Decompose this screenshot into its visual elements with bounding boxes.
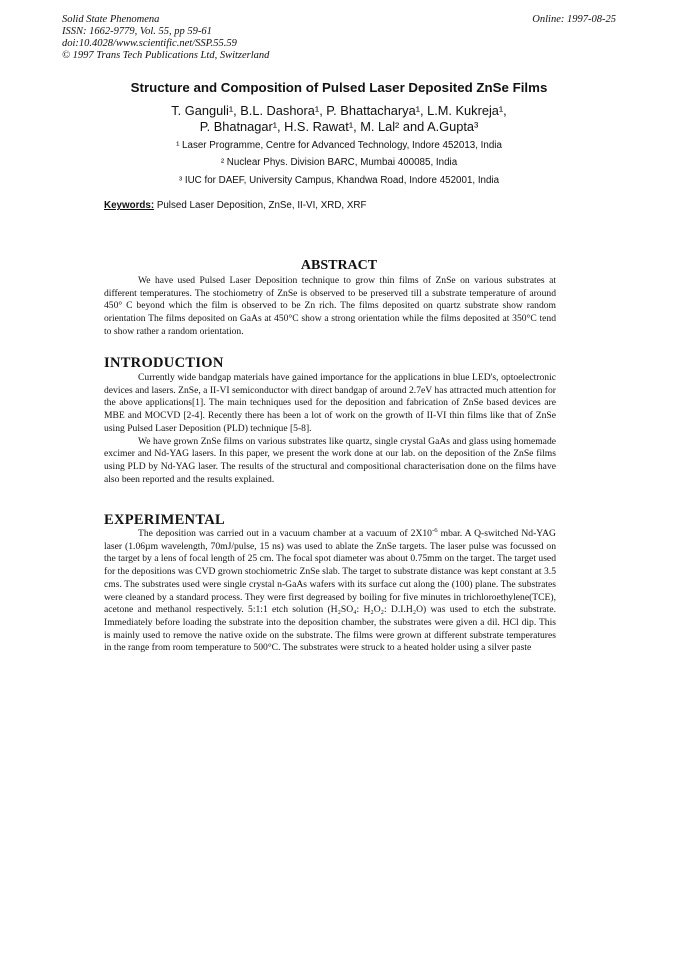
- experimental-heading: EXPERIMENTAL: [104, 512, 225, 528]
- keywords-text: Pulsed Laser Deposition, ZnSe, II-VI, XRD, XRF: [156, 200, 367, 211]
- online-date: Online: 1997-08-25: [532, 14, 616, 25]
- copyright-line: © 1997 Trans Tech Publications Ltd, Switzerland: [62, 50, 270, 61]
- introduction-body: [104, 372, 556, 486]
- author-line-2: P. Bhatnagar¹, H.S. Rawat¹, M. Lal² and A.Gupta³: [199, 119, 479, 134]
- introduction-paragraph-2: We have grown ZnSe films on various substrates like quartz, single crystal GaAs and glass using homemade excimer and Nd-YAG lasers. In this paper, we present the work done at our lab. on the deposition of the ZnSe films using PLD by Nd-YAG laser. The results of the structural and compositional characterisation done on the films have also been reported and the results explained.: [104, 435, 556, 485]
- issn-line: ISSN: 1662-9779, Vol. 55, pp 59-61: [62, 26, 212, 37]
- affiliation-1: ¹ Laser Programme, Centre for Advanced Technology, Indore 452013, India: [176, 140, 502, 151]
- abstract-heading: ABSTRACT: [300, 258, 378, 273]
- introduction-heading: INTRODUCTION: [104, 355, 224, 371]
- experimental-text-a: The deposition was carried out in a vacuum chamber at a vacuum of 2X10: [138, 528, 432, 539]
- paper-title: Structure and Composition of Pulsed Laser Deposited ZnSe Films: [130, 80, 548, 95]
- abstract-paragraph: We have used Pulsed Laser Deposition technique to grow thin films of ZnSe on various substrates at different temperatures. The stochiometry of ZnSe is observed to be preserved till a substrate temperature of around 450° C beyond which the film is observed to be Zn rich. The films deposited on quartz substrate show random orientation The films deposited on GaAs at 450°C show a strong orientation while the films deposited at 350°C tend to show rather a random orientation.: [104, 275, 556, 337]
- introduction-paragraph-1: Currently wide bandgap materials have gained importance for the applications in blue LED's, optoelectronic devices and lasers. ZnSe, a II-VI semiconductor with direct bandgap of around 2.7eV has attracted much attention for the above applications[1]. The main techniques used for the deposition and fabrication of ZnSe based devices are MBE and MOCVD [2-4]. Recently there has been a lot of work on the growth of II-VI thin films like that of ZnSe using Pulsed Laser Deposition (PLD) technique [5-8].: [104, 372, 556, 434]
- experimental-body: [104, 528, 556, 655]
- abstract-body: [104, 275, 556, 339]
- doi-link[interactable]: doi:10.4028/www.scientific.net/SSP.55.59: [62, 38, 237, 49]
- experimental-paragraph: [104, 528, 556, 655]
- keywords-line: [104, 200, 366, 211]
- author-line-1: T. Ganguli¹, B.L. Dashora¹, P. Bhattacharya¹, L.M. Kukreja¹,: [171, 103, 507, 118]
- journal-header: [62, 14, 269, 62]
- affiliation-3: ³ IUC for DAEF, University Campus, Khandwa Road, Indore 452001, India: [178, 175, 500, 186]
- pressure-exponent: -6: [431, 526, 438, 534]
- affiliation-2: ² Nuclear Phys. Division BARC, Mumbai 400085, India: [220, 157, 458, 168]
- keywords-label: Keywords:: [104, 200, 155, 211]
- journal-name: Solid State Phenomena: [62, 14, 160, 25]
- author-list: [0, 103, 678, 135]
- experimental-text-b: mbar. A Q-switched Nd-YAG laser (1.06µm wavelength, 70mJ/pulse, 15 ns) was used to ablate the ZnSe targets. The laser pulse was focussed on the target by a lens of focal length of 25 cm. The focal spot diameter was about 0.75mm on the target. The target used for the depositions was CVD grown stochiometric ZnSe slab. The target to substrate distance was kept constant at 3.5 cms. The substrates used were single crystal n-GaAs wafers with its surface cut along the (100) plane. The substrates were cleaned by a standard process. They were first degreased by boiling for five minutes in trichloroethylene(TCE), acetone and methanol respectively. 5:1:1 etch solution (H₂SO₄: H₂O₂: D.I.H₂O) was used to etch the substrate. Immediately before loading the substrate into the deposition chamber, the substrates were given a dil. HCl dip. This is mainly used to remove the native oxide on the substrate. The films were grown at different substrate temperatures in the range from room temperature to 500°C. The substrates were struck to a heated holder using a silver paste: [104, 528, 556, 654]
